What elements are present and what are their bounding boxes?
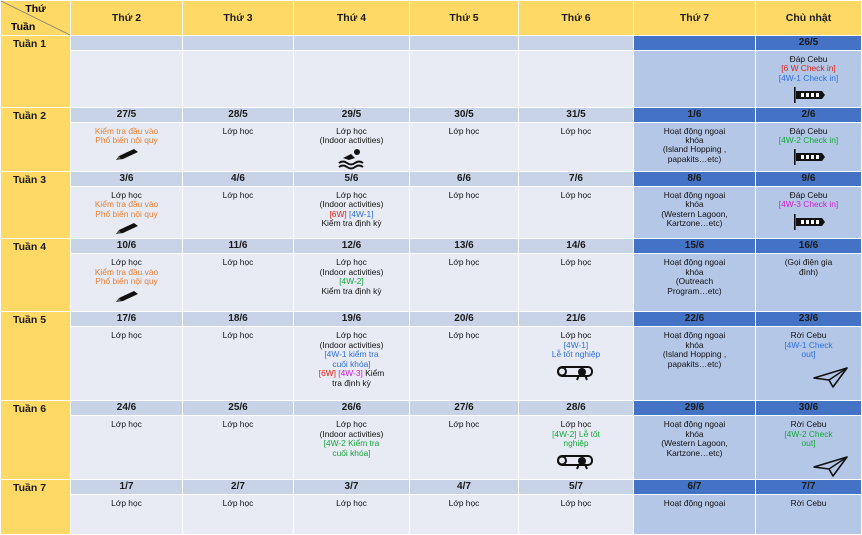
activity-cell [294,186,410,239]
activity-cell [183,254,294,312]
day-header-sun: Chủ nhật [756,1,862,36]
activity-cell [183,122,294,171]
date-cell: 29/6 [634,401,756,416]
activity-cell [294,495,410,535]
activity-cell [71,416,183,480]
activity-cell [71,186,183,239]
activity-line: (Gọi điện gia [784,257,833,268]
activity-line: Phổ biến nội quy [95,208,158,219]
activity-line: Lớp học [336,189,367,200]
activity-line: Lớp học [336,419,367,430]
activity-cell [519,122,634,171]
date-cell: 1/7 [71,480,183,495]
date-cell: 17/6 [71,312,183,327]
activity-line: Lớp học [111,498,142,509]
week-date-row [1,480,862,495]
activity-line: Lớp học [336,330,367,341]
activity-line: (Island Hopping , [662,144,727,155]
activity-cell [634,51,756,108]
activity-line: (Indoor activities) [319,266,384,277]
activity-cell [519,416,634,480]
activity-line: Lớp học [222,189,254,200]
date-cell: 2/7 [183,480,294,495]
date-cell: 19/6 [294,312,410,327]
date-cell: 3/7 [294,480,410,495]
date-cell: 22/6 [634,312,756,327]
activity-line: Lớp học [560,330,592,341]
activity-line: [4W-1 kiểm tra [324,349,379,360]
activity-cell [183,327,294,401]
activity-cell [519,495,634,535]
activity-cell [634,495,756,535]
corner-header [1,1,71,36]
activity-cell [410,416,519,480]
activity-line: tra định kỳ [332,377,371,388]
day-header-wed: Thứ 4 [294,1,410,36]
week-date-row [1,36,862,51]
week-content-row [1,51,862,108]
activity-cell [183,51,294,108]
date-cell [519,36,634,51]
activity-cell [756,51,862,108]
date-cell: 26/6 [294,401,410,416]
activity-cell [410,327,519,401]
activity-cell [756,495,862,535]
activity-line: đình) [798,266,819,277]
date-cell: 6/7 [634,480,756,495]
activity-line: Đáp Cebu [789,54,828,64]
activity-text-part: [4W-3] [335,368,363,379]
date-cell: 18/6 [183,312,294,327]
activity-cell [634,186,756,239]
swimmer-icon [337,148,367,170]
date-cell: 23/6 [756,312,862,327]
activity-cell [634,327,756,401]
activity-line: Hoạt động ngoại [663,498,726,509]
activity-line: Kiểm tra đầu vào [94,266,159,277]
activity-line: (Indoor activities) [319,428,384,439]
activity-cell [634,122,756,171]
week-date-row [1,239,862,254]
activity-line: Kartzone…etc) [666,447,723,458]
activity-cell [71,122,183,171]
date-cell: 1/6 [634,107,756,122]
activity-line: Kartzone…etc) [666,218,723,229]
date-cell: 24/6 [71,401,183,416]
week-date-row [1,401,862,416]
day-header-mon: Thứ 2 [71,1,183,36]
activity-line: papakits…etc) [667,153,722,164]
date-cell: 11/6 [183,239,294,254]
activity-line: khóa [685,135,704,146]
activity-line: [4W-2] [339,276,364,287]
activity-line: Lớp học [111,189,142,200]
activity-line: [4W-2 Check in] [778,135,839,146]
activity-line: Lớp học [448,257,480,268]
activity-line: [4W-1 Check in] [778,72,839,83]
activity-cell [519,254,634,312]
paper-plane-icon [813,366,849,390]
activity-line: Lớp học [222,257,254,268]
date-cell: 5/7 [519,480,634,495]
activity-line: cuối khóa] [332,447,371,458]
activity-line: Lớp học [111,419,142,430]
date-cell: 20/6 [410,312,519,327]
activity-line: Phổ biến nội quy [95,135,158,146]
activity-line: Hoạt động ngoại [663,257,726,268]
week-label: Tuần 5 [1,312,71,401]
date-cell [410,36,519,51]
pencil-icon [114,148,140,164]
activity-line: papakits…etc) [667,358,722,369]
week-label: Tuần 7 [1,480,71,535]
activity-cell [410,495,519,535]
activity-cell [634,416,756,480]
activity-cell [294,122,410,171]
corner-day-label: Thứ [25,3,46,15]
date-cell: 16/6 [756,239,862,254]
activity-line: out] [801,349,816,360]
activity-cell [183,186,294,239]
activity-line: Lớp học [111,257,142,268]
activity-line: Kiểm tra định kỳ [321,218,382,229]
day-header-sat: Thứ 7 [634,1,756,36]
activity-line: (Indoor activities) [319,199,384,210]
date-cell [634,36,756,51]
activity-text-part: [4W-1] [346,208,374,219]
week-label: Tuần 2 [1,107,71,171]
day-header-thu: Thứ 5 [410,1,519,36]
activity-cell [519,51,634,108]
date-cell: 8/6 [634,171,756,186]
activity-line: (Western Lagoon, [661,438,728,449]
activity-line: Hoạt động ngoại [663,125,726,136]
activity-line: Đáp Cebu [789,125,828,136]
week-content-row [1,122,862,171]
date-cell: 3/6 [71,171,183,186]
activity-cell [519,327,634,401]
activity-cell [410,254,519,312]
date-cell: 27/5 [71,107,183,122]
diploma-icon [554,452,598,472]
date-cell: 9/6 [756,171,862,186]
activity-line: Lớp học [336,257,367,268]
week-content-row [1,495,862,535]
date-cell: 29/5 [294,107,410,122]
diploma-icon [554,363,598,383]
date-cell: 7/7 [756,480,862,495]
date-cell: 27/6 [410,401,519,416]
activity-line: cuối khóa] [332,358,371,369]
week-content-row [1,416,862,480]
week-content-row [1,327,862,401]
activity-cell [756,416,862,480]
activity-cell [294,327,410,401]
activity-text-part: [6W] [318,368,336,379]
date-cell: 4/7 [410,480,519,495]
paper-plane-icon [813,455,849,479]
activity-cell [71,327,183,401]
activity-line: Lớp học [560,125,592,136]
activity-cell [756,122,862,171]
week-label: Tuần 1 [1,36,71,108]
activity-cell [183,416,294,480]
week-label: Tuần 6 [1,401,71,480]
date-cell [71,36,183,51]
activity-line: Kiểm tra định kỳ [321,285,382,296]
activity-line: Lớp học [336,498,367,509]
activity-cell [294,254,410,312]
corner-week-label: Tuần [11,21,36,33]
activity-line: Kiểm tra đầu vào [94,199,159,210]
airplane-icon [792,148,826,168]
activity-line: Hoạt động ngoại [663,189,726,200]
activity-line: Phổ biến nội quy [95,276,158,287]
pencil-icon [114,290,140,306]
date-cell: 5/6 [294,171,410,186]
day-header-fri: Thứ 6 [519,1,634,36]
date-cell: 26/5 [756,36,862,51]
activity-cell [756,327,862,401]
activity-line: khóa [685,199,704,210]
activity-cell [410,186,519,239]
activity-line: [4W-2 Check [784,428,833,439]
activity-line: out] [801,438,816,449]
activity-cell [410,51,519,108]
schedule-body [1,36,862,535]
activity-cell [634,254,756,312]
week-date-row [1,171,862,186]
activity-line: Kiểm tra đầu vào [94,125,159,136]
date-cell: 6/6 [410,171,519,186]
activity-line: [6 W Check in] [781,63,836,74]
activity-line: Rời Cebu [790,498,827,509]
activity-text-part: [6W] [329,208,347,219]
header-row [1,1,862,36]
activity-line: nghiệp [563,438,589,449]
date-cell: 10/6 [71,239,183,254]
date-cell: 7/6 [519,171,634,186]
activity-cell [410,122,519,171]
activity-cell [756,186,862,239]
activity-line: Lớp học [222,125,254,136]
date-cell: 2/6 [756,107,862,122]
date-cell: 15/6 [634,239,756,254]
activity-cell [294,51,410,108]
activity-line: [4W-1] [563,339,589,350]
activity-line: Lớp học [560,419,592,430]
week-label: Tuần 3 [1,171,71,239]
activity-line: Đáp Cebu [789,189,828,200]
activity-line: [4W-3 Check in] [778,199,839,210]
activity-line: Lớp học [111,330,142,341]
activity-line: [4W-2 Kiểm tra [323,438,380,449]
day-header-tue: Thứ 3 [183,1,294,36]
activity-line: khóa [685,266,704,277]
activity-line: Lớp học [336,125,367,136]
activity-line: Lớp học [560,189,592,200]
week-label: Tuần 4 [1,239,71,312]
activity-line: Lớp học [222,330,254,341]
airplane-icon [792,86,826,106]
activity-cell [183,495,294,535]
date-cell: 12/6 [294,239,410,254]
week-date-row [1,312,862,327]
activity-line: khóa [685,339,704,350]
activity-line: [4W-2] Lễ tốt [552,428,600,439]
date-cell: 31/5 [519,107,634,122]
date-cell: 13/6 [410,239,519,254]
week-date-row [1,107,862,122]
activity-cell [71,51,183,108]
activity-line: khóa [685,428,704,439]
date-cell [183,36,294,51]
activity-line: Lớp học [448,419,480,430]
date-cell: 30/5 [410,107,519,122]
activity-line: Rời Cebu [790,330,827,341]
pencil-icon [114,222,140,238]
airplane-icon [792,213,826,233]
activity-line: Lớp học [560,257,592,268]
activity-line: Lớp học [448,498,480,509]
activity-line: (Island Hopping , [662,349,727,360]
activity-line: Hoạt động ngoại [663,330,726,341]
activity-line: (Indoor activities) [319,339,384,350]
activity-line: Lớp học [448,330,480,341]
activity-cell [756,254,862,312]
activity-line: Lớp học [448,189,480,200]
activity-line: (Indoor activities) [319,135,384,146]
date-cell: 30/6 [756,401,862,416]
activity-cell [71,254,183,312]
date-cell: 25/6 [183,401,294,416]
activity-line: Lễ tốt nghiệp [551,349,601,360]
activity-line: Lớp học [222,419,254,430]
date-cell: 21/6 [519,312,634,327]
week-content-row [1,254,862,312]
date-cell: 28/5 [183,107,294,122]
activity-line: Program…etc) [667,285,722,296]
activity-text-part: Kiểm [362,368,385,379]
activity-cell [519,186,634,239]
date-cell [294,36,410,51]
activity-cell [294,416,410,480]
activity-line: Hoạt động ngoại [663,419,726,430]
date-cell: 4/6 [183,171,294,186]
activity-line: [4W-1 Check [784,339,833,350]
week-content-row [1,186,862,239]
activity-line: Lớp học [222,498,254,509]
activity-line: Lớp học [448,125,480,136]
activity-line: (Western Lagoon, [661,208,728,219]
activity-cell [71,495,183,535]
activity-line: Rời Cebu [790,419,827,430]
activity-line: Lớp học [560,498,592,509]
activity-line: (Outreach [675,276,714,287]
date-cell: 28/6 [519,401,634,416]
date-cell: 14/6 [519,239,634,254]
